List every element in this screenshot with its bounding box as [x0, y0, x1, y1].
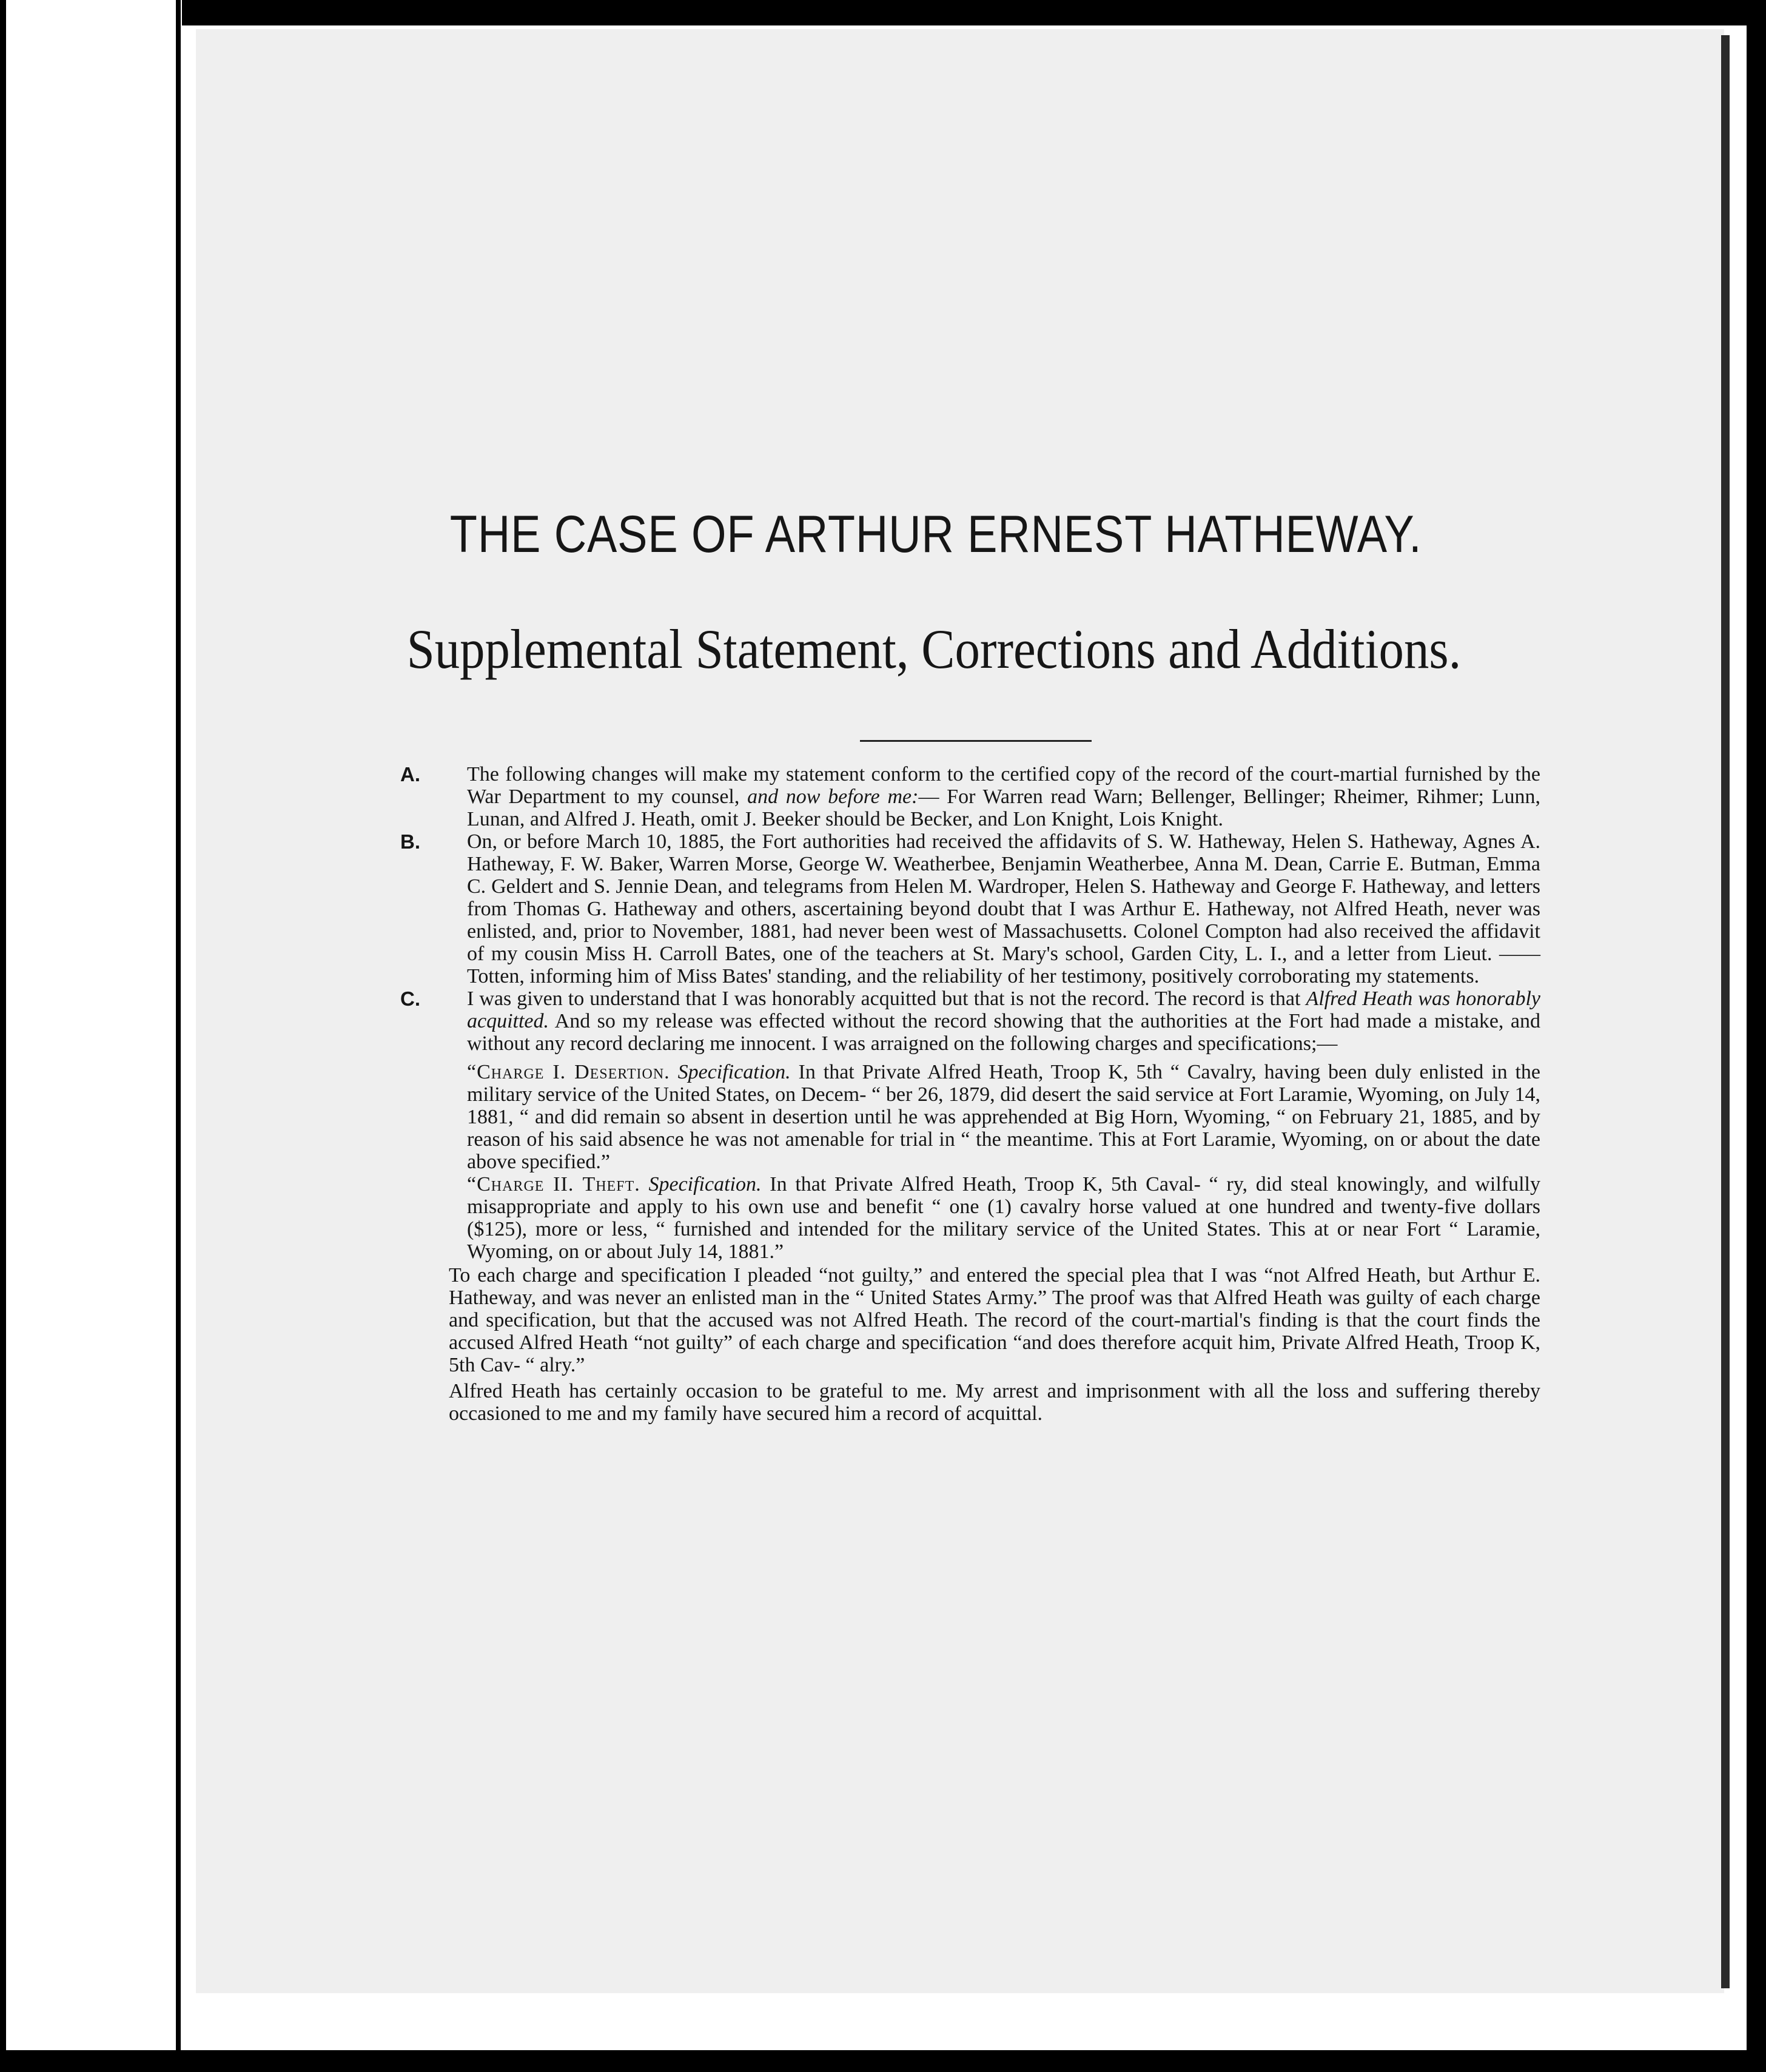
section-b-text: On, or before March 10, 1885, the Fort authorities had received the affidavits of S. W. Hatheway, Helen S. Hatheway, Agnes A. Hatheway, F. W. Baker, Warren Morse, George W. Weatherbee, Benjamin Weatherbee, Anna M. Dean, Carrie E. Butman, Emma C. Geldert and S. Jennie Dean, and telegrams from Helen M. Wardroper, Helen S. Hatheway and George F. Hatheway, and letters from Thomas G. Hatheway and others, ascertaining beyond doubt that I was Arthur E. Hatheway, not Alfred Heath, never was enlisted, and, prior to November, 1881, had never been west of Massachusetts. Colonel Compton had also received the affidavit of my cousin Miss H. Carroll Bates, one of the teachers at St. Mary's school, Garden City, L. I., and a letter from Lieut. —— Totten, informing him of Miss Bates' standing, and the reliability of her testimony, positively corroborating my statements.	[467, 830, 1540, 987]
charge-1	[467, 1061, 1540, 1173]
section-c-italic: Alfred Heath was honorably acquitted.	[467, 987, 1540, 1032]
section-b-marker: B.	[400, 830, 420, 853]
section-c	[400, 987, 1540, 1055]
scan-border-right	[1747, 0, 1766, 2072]
section-c-text: I was given to understand that I was honorably acquitted but that is not the record. The record is that	[467, 987, 1306, 1010]
scan-spine-line	[176, 0, 181, 2072]
section-a-italic: and now before me:	[747, 785, 919, 808]
document-body	[400, 763, 1540, 1425]
closing-paragraph: Alfred Heath has certainly occasion to be grateful to me. My arrest and imprisonment with all the loss and suffering thereby occasioned to me and my family have secured him a record of acquittal.	[449, 1380, 1540, 1425]
section-a-text-cont: — For Warren read Warn; Bellenger, Bellinger; Rheimer, Rihmer; Lunn, Lunan, and Alfred J. Heath, omit J. Beeker should be Becker, and Lon Knight, Lois Knight.	[467, 785, 1540, 830]
section-a-marker: A.	[400, 763, 420, 785]
charge-1-heading: “Charge I. Desertion.	[467, 1061, 670, 1083]
charge-1-specification: Specification.	[677, 1061, 791, 1083]
scan-left-edge	[0, 0, 6, 2072]
charge-2	[467, 1173, 1540, 1263]
plea-paragraph: To each charge and specification I pleaded “not guilty,” and entered the special plea that I was “not Alfred Heath, but Arthur E. Hatheway, and was never an enlisted man in the “ United States Army.” The proof was that Alfred Heath was guilty of each charge and specification, but that the accused was not Alfred Heath. The record of the court-martial's finding is that the court finds the accused Alfred Heath “not guilty” of each charge and specification “and does therefore acquit him, Private Alfred Heath, Troop K, 5th Cav- “ alry.”	[449, 1264, 1540, 1376]
document-title: THE CASE OF ARTHUR ERNEST HATHEWAY.	[449, 505, 1422, 563]
document-subtitle: Supplemental Statement, Corrections and Additions.	[406, 618, 1462, 680]
charge-2-text: In that Private Alfred Heath, Troop K, 5th Caval- “ ry, did steal knowingly, and wilfully misappropriate and apply to his own use and benefit “ one (1) cavalry horse valued at one hundred and twenty-five dollars ($125), more or less, “ furnished and intended for the military service of the United States. This at or near Fort “ Laramie, Wyoming, on or about July 14, 1881.”	[467, 1173, 1540, 1263]
charge-2-specification: Specification.	[648, 1173, 762, 1196]
section-a	[400, 763, 1540, 830]
section-a-text: The following changes will make my statement conform to the certified copy of the record of the court-martial furnished by the War Department to my counsel,	[467, 763, 1540, 808]
scan-border-left	[0, 0, 182, 2072]
charge-2-heading: “Charge II. Theft.	[467, 1173, 640, 1196]
scan-border-top	[0, 0, 1766, 25]
section-b	[400, 830, 1540, 987]
section-c-marker: C.	[400, 987, 420, 1010]
section-c-text-cont: And so my release was effected without the record showing that the authorities at the Fort had made a mistake, and without any record declaring me innocent. I was arraigned on the following charges and specifications;—	[467, 1010, 1540, 1055]
page-edge-shadow	[1721, 35, 1730, 1988]
scan-border-bottom	[0, 2050, 1766, 2072]
charge-1-text: In that Private Alfred Heath, Troop K, 5th “ Cavalry, having been duly enlisted in the military service of the United States, on Decem- “ ber 26, 1879, did desert the said service at Fort Laramie, Wyoming, on July 14, 1881, “ and did remain so absent in desertion until he was apprehended at Big Horn, Wyoming, “ on February 21, 1885, and by reason of his said absence he was not amenable for trial in “ the meantime. This at Fort Laramie, Wyoming, on or about the date above specified.”	[467, 1061, 1541, 1173]
title-rule-divider	[860, 740, 1092, 742]
